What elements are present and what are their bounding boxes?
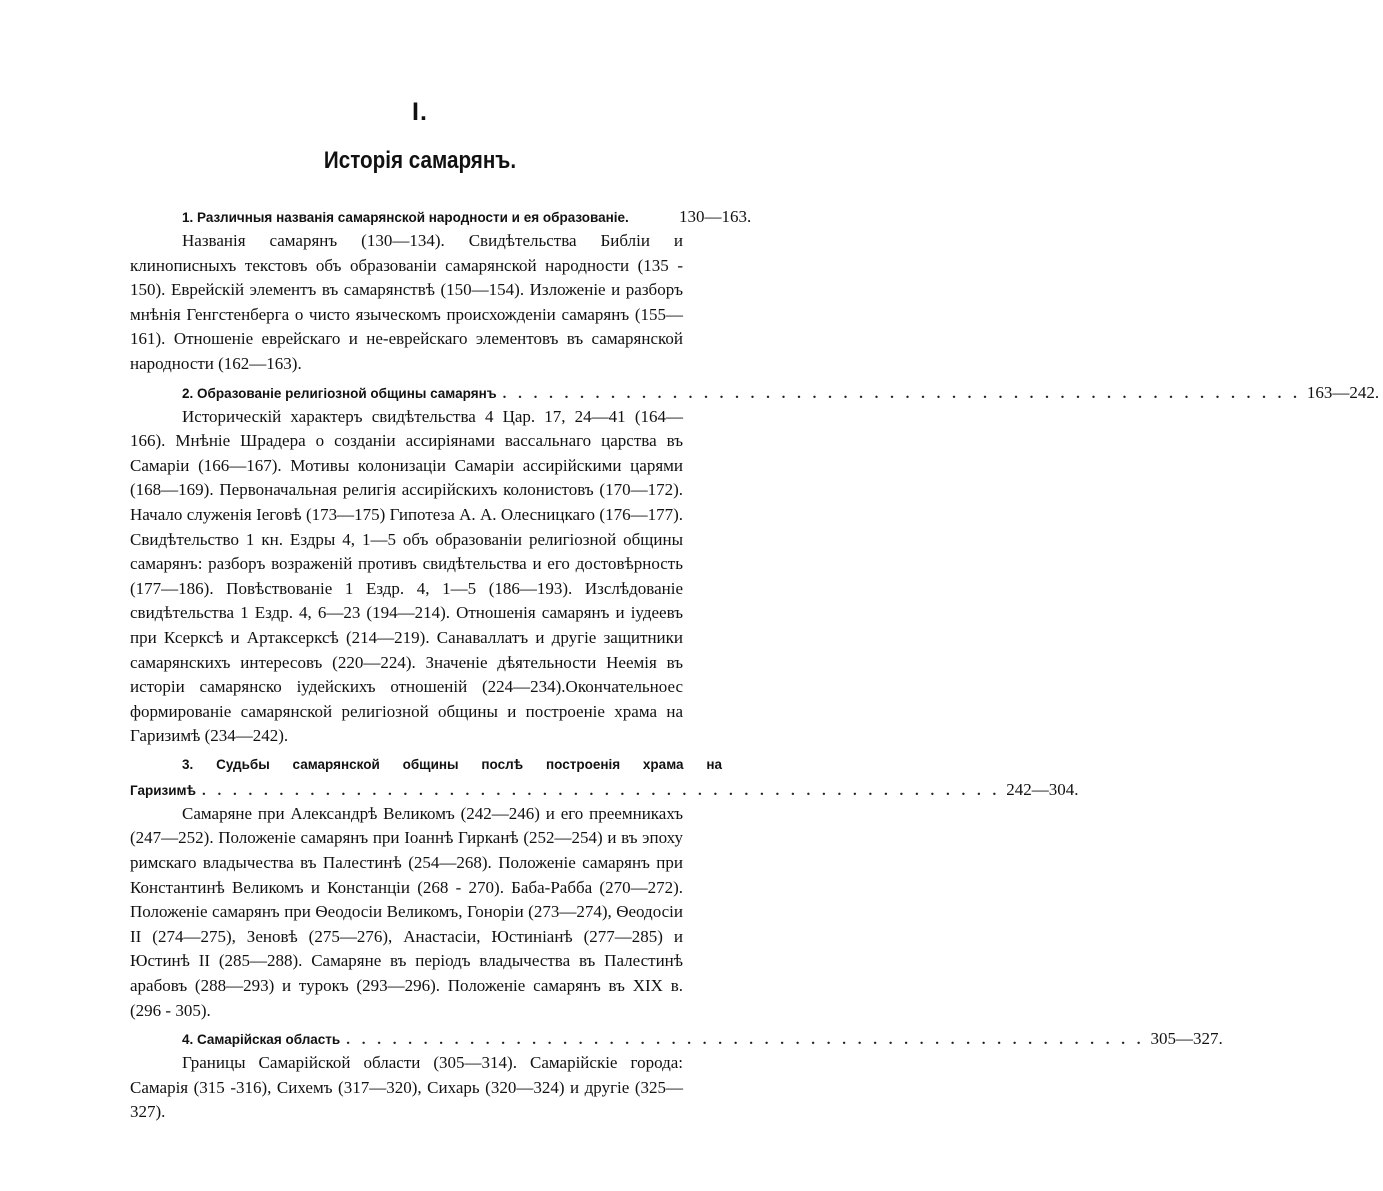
page-range: 163—242. <box>1306 382 1380 402</box>
toc-heading-line <box>130 777 1079 802</box>
toc-heading-line <box>130 1026 1223 1051</box>
section-summary: Границы Самарійской области (305—314). Самарійскіе города: Самарія (315 -316), Сихемъ (317—320), Сихарь (320—324) и другіе (325—327). <box>130 1053 683 1122</box>
dot-leader: . . . . . . . . . . . . . . . . . . . . . . . . . . . . . . . . . . . . . . . . . . . . . . . . . . . . <box>346 1032 1145 1049</box>
section-heading: 2. Образованіе религіозной общины самарянъ <box>182 385 497 401</box>
toc-section-3 <box>130 752 1079 1023</box>
section-heading: 1. Различныя названія самарянской народности и ея образованіе. <box>182 210 629 225</box>
chapter-title: Исторія самарянъ. <box>323 147 517 174</box>
section-heading-first-line: 3. Судьбы самарянской общины послѣ построенія храма на <box>182 756 722 772</box>
table-of-contents <box>130 204 1380 1128</box>
toc-heading-line <box>130 204 755 229</box>
dot-leader: . . . . . . . . . . . . . . . . . . . . . . . . . . . . . . . . . . . . . . . . . . . . . . . . . . . . <box>202 782 1001 799</box>
toc-section-4 <box>130 1026 1223 1125</box>
toc-heading-line <box>130 380 1380 405</box>
section-heading: Гаризимѣ <box>130 782 197 798</box>
section-summary: Названія самарянъ (130—134). Свидѣтельства Библіи и клинописныхъ текстовъ объ образованіи самарянской народности (135 - 150). Еврейскій элементъ въ самарянствѣ (150—154). Изложеніе и разборъ мнѣнія Генгстенберга о чисто языческомъ происхожденіи самарянъ (155—161). Отношеніе еврейскаго и не-еврейскаго элементовъ въ самарянской народности (162—163). <box>130 231 683 373</box>
dot-leader: . . . . . . . . . . . . . . . . . . . . . . . . . . . . . . . . . . . . . . . . . . . . . . . . . . . . <box>502 385 1301 402</box>
page-range: 242—304. <box>1006 779 1079 799</box>
toc-section-2 <box>130 380 1380 749</box>
page-range: 305—327. <box>1150 1029 1223 1049</box>
section-summary: Самаряне при Александрѣ Великомъ (242—246) и его преемникахъ (247—252). Положеніе самарянъ при Іоаннѣ Гирканѣ (252—254) и въ эпоху римскаго владычества въ Палестинѣ (254—268). Положеніе самарянъ при Константинѣ Великомъ и Констанціи (268 - 270). Баба-Рабба (270—272). Положеніе самарянъ при Ѳеодосіи Великомъ, Гоноріи (273—274), Ѳеодосіи II (274—275), Зеновѣ (275—276), Анастасіи, Юстиніанѣ (277—285) и Юстинѣ II (285—288). Самаряне въ періодъ владычества въ Палестинѣ арабовъ (288—293) и турокъ (293—296). Положеніе самарянъ въ XIX в. (296 - 305). <box>130 803 683 1020</box>
chapter-number: I. <box>412 98 428 126</box>
section-heading: 4. Самарійская область <box>182 1032 341 1048</box>
page-range: 130—163. <box>679 207 752 226</box>
toc-section-1 <box>130 204 755 377</box>
section-summary: Историческій характеръ свидѣтельства 4 Цар. 17, 24—41 (164—166). Мнѣніе Шрадера о созданіи ассиріянами вассальнаго царства въ Самаріи (166—167). Мотивы колонизаціи Самаріи ассирійскими царями (168—169). Первоначальная религія ассирійскихъ колонистовъ (170—172). Начало служенія Іеговѣ (173—175) Гипотеза А. А. Олесницкаго (176—177). Свидѣтельство 1 кн. Ездры 4, 1—5 объ образованіи религіозной общины самарянъ: разборъ возраженій противъ свидѣтельства и его достовѣрность (177—186). Повѣствованіе 1 Ездр. 4, 1—5 (186—193). Изслѣдованіе свидѣтельства 1 Ездр. 4, 6—23 (194—214). Отношенія самарянъ и іудеевъ при Ксерксѣ и Артаксерксѣ (214—219). Санаваллатъ и другіе защитники самарянскихъ интересовъ (220—224). Значеніе дѣятельности Неемія въ исторіи самарянско іудейскихъ отношеній (224—234).Окончательноес формированіе самарянской религіозной общины и построеніе храма на Гаризимѣ (234—242). <box>130 406 683 746</box>
